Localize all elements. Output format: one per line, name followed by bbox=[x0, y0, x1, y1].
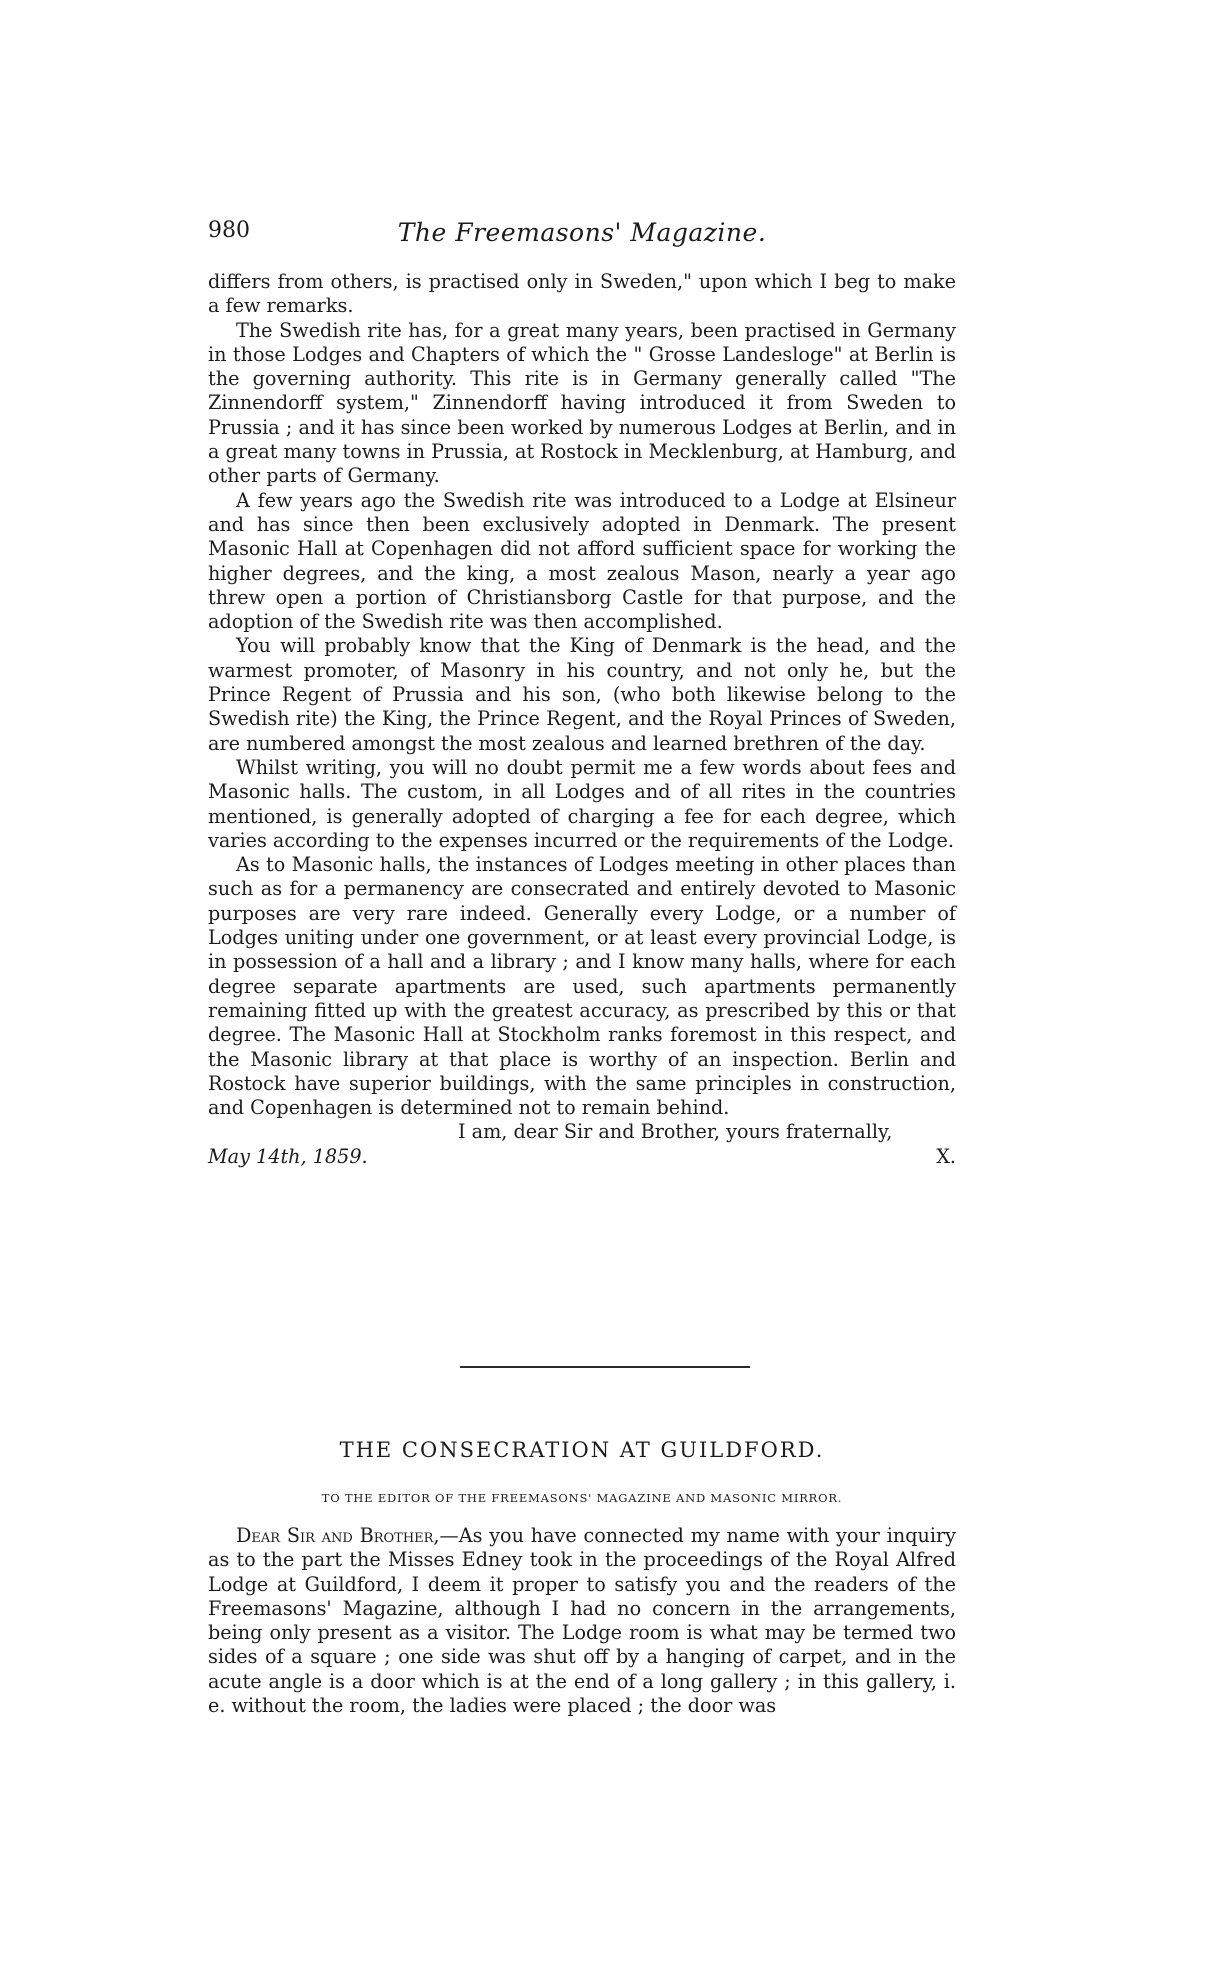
letter-paragraph: The Swedish rite has, for a great many years, been practised in Germany in those Lodges and Chapters of which the " Grosse Landesloge" at Berlin is the governing authority. This rite is in Germany generally called "The Zinnendorff system," Zinnendorff having introduced it from Sweden to Prussia ; and it has since been worked by numerous Lodges at Berlin, and in a great many towns in Prussia, at Rostock in Mecklenburg, at Hamburg, and other parts of Germany. bbox=[208, 318, 956, 488]
closing-salutation: I am, dear Sir and Brother, yours fraternally, bbox=[458, 1120, 893, 1144]
article-paragraph-text: —As you have connected my name with your inquiry as to the part the Misses Edney took in the proceedings of the Royal Alfred Lodge at Guildford, I deem it proper to satisfy you and the readers of the Freemasons' Magazine, although I had no concern in the arrangements, being only present as a visitor. The Lodge room is what may be termed two sides of a square ; one side was shut off by a hanging of carpet, and in the acute angle is a door which is at the end of a long gallery ; in this gallery, i. e. without the room, the ladies were placed ; the door was bbox=[208, 1524, 956, 1718]
letter-paragraph: A few years ago the Swedish rite was introduced to a Lodge at Elsineur and has since then been exclusively adopted in Denmark. The present Masonic Hall at Copenhagen did not afford sufficient space for working the higher degrees, and the king, a most zealous Mason, nearly a year ago threw open a portion of Christiansborg Castle for that purpose, and the adoption of the Swedish rite was then accomplished. bbox=[208, 488, 956, 634]
page-header bbox=[208, 218, 956, 252]
letter-date: May 14th, 1859. bbox=[208, 1145, 368, 1169]
article-title: THE CONSECRATION AT GUILDFORD. bbox=[339, 1438, 825, 1462]
article-subtitle: TO THE EDITOR OF THE FREEMASONS' MAGAZINE AND MASONIC MIRROR. bbox=[321, 1491, 843, 1505]
page-number: 980 bbox=[208, 218, 250, 243]
running-title: The Freemasons' Magazine. bbox=[397, 218, 767, 247]
article-paragraph bbox=[208, 1524, 956, 1718]
letter-paragraph: As to Masonic halls, the instances of Lodges meeting in other places than such as for a permanency are consecrated and entirely devoted to Masonic purposes are very rare indeed. Generally every Lodge, or a number of Lodges uniting under one government, or at least every provincial Lodge, is in possession of a hall and a library ; and I know many halls, where for each degree separate apartments are used, such apartments permanently remaining fitted up with the greatest accuracy, as prescribed by this or that degree. The Masonic Hall at Stockholm ranks foremost in this respect, and the Masonic library at that place is worthy of an inspection. Berlin and Rostock have superior buildings, with the same principles in construction, and Copenhagen is determined not to remain behind. bbox=[208, 853, 956, 1120]
section-divider bbox=[460, 1366, 750, 1368]
letter-paragraph: Whilst writing, you will no doubt permit me a few words about fees and Masonic halls. The custom, in all Lodges and of all rites in the countries mentioned, is generally adopted of charging a fee for each degree, which varies according to the expenses incurred or the requirements of the Lodge. bbox=[208, 755, 956, 852]
salutation: Dear Sir and Brother, bbox=[236, 1524, 440, 1547]
letter-body bbox=[208, 270, 956, 1170]
letter-paragraph: You will probably know that the King of Denmark is the head, and the warmest promoter, of Masonry in his country, and not only he, but the Prince Regent of Prussia and his son, (who both likewise belong to the Swedish rite) the King, the Prince Regent, and the Royal Princes of Sweden, are numbered amongst the most zealous and learned brethren of the day. bbox=[208, 634, 956, 755]
letter-paragraph: differs from others, is practised only in Sweden," upon which I beg to make a few remarks. bbox=[208, 270, 956, 318]
signature-initial: X. bbox=[936, 1145, 956, 1169]
letter-closing bbox=[208, 1120, 956, 1170]
article-body bbox=[208, 1524, 956, 1718]
